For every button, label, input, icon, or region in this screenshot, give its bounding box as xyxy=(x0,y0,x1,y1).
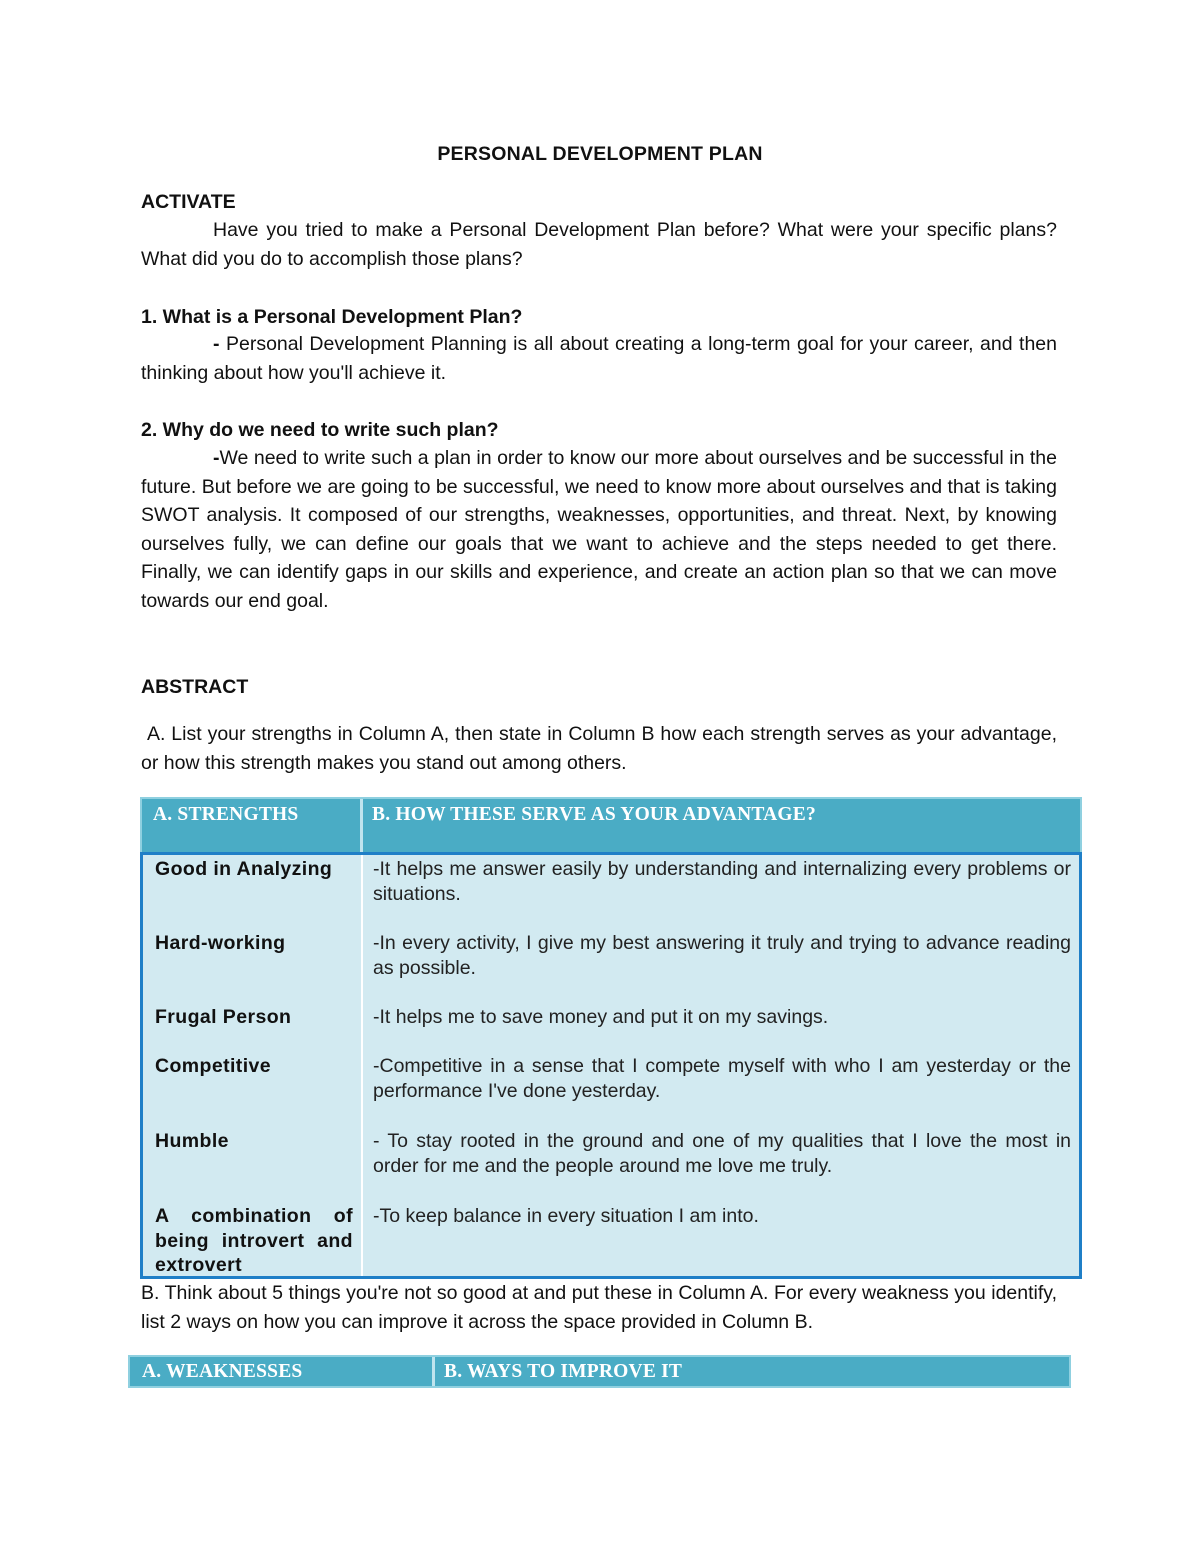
advantage-cell: -It helps me answer easily by understanding and internalizing every problems or situations. xyxy=(373,858,1071,905)
header-ways-to-improve: B. WAYS TO IMPROVE IT xyxy=(444,1361,683,1382)
question-2-heading: 2. Why do we need to write such plan? xyxy=(141,419,499,441)
strength-cell: Good in Analyzing xyxy=(155,858,333,880)
column-divider xyxy=(361,855,363,1276)
header-strengths: A. STRENGTHS xyxy=(153,804,299,825)
advantage-cell: -In every activity, I give my best answering it truly and trying to advance reading as possible. xyxy=(373,932,1071,979)
abstract-heading: ABSTRACT xyxy=(141,676,249,698)
strength-cell: Frugal Person xyxy=(155,1006,292,1028)
question-2-text: We need to write such a plan in order to know our more about ourselves and be successful in the future. But before we are going to be successful, we need to know more about ourselves and that is taking SWOT analysis. It composed of our strengths, weaknesses, opportunities, and threat. Next, by knowing ourselves fully, we can define our goals that we want to achieve and the steps needed to get there. Finally, we can identify gaps in our skills and experience, and create an action plan so that we can move towards our end goal. xyxy=(141,447,1057,612)
question-2-answer xyxy=(141,444,1057,616)
question-1-dash: - xyxy=(213,333,220,355)
page-title: PERSONAL DEVELOPMENT PLAN xyxy=(437,143,763,165)
column-divider xyxy=(432,1357,435,1386)
strength-cell: Hard-working xyxy=(155,932,286,954)
question-1-heading: 1. What is a Personal Development Plan? xyxy=(141,306,523,328)
question-1-text: Personal Development Planning is all about creating a long-term goal for your career, and then thinking about how you'll achieve it. xyxy=(141,333,1057,384)
advantage-cell: -It helps me to save money and put it on my savings. xyxy=(373,1006,829,1028)
activate-text: Have you tried to make a Personal Development Plan before? What were your specific plans? What did you do to accomplish those plans? xyxy=(141,219,1057,270)
activate-paragraph xyxy=(141,216,1057,273)
header-weaknesses: A. WEAKNESSES xyxy=(142,1361,303,1382)
advantage-cell: -To keep balance in every situation I am into. xyxy=(373,1205,759,1227)
strength-cell: Humble xyxy=(155,1130,229,1152)
strengths-table-body xyxy=(140,852,1082,1279)
question-1-answer xyxy=(141,330,1057,387)
strength-cell: A combination of being introvert and extrovert xyxy=(155,1205,353,1276)
advantage-cell: - To stay rooted in the ground and one of my qualities that I love the most in order for me and the people around me love me truly. xyxy=(373,1130,1071,1177)
strength-cell: Competitive xyxy=(155,1055,272,1077)
instruction-b: B. Think about 5 things you're not so good at and put these in Column A. For every weakness you identify, list 2 ways on how you can improve it across the space provided in Column B. xyxy=(141,1282,1057,1333)
strengths-table-header xyxy=(140,797,1082,854)
activate-heading: ACTIVATE xyxy=(141,191,236,213)
instruction-a: A. List your strengths in Column A, then state in Column B how each strength serves as your advantage, or how this strength makes you stand out among others. xyxy=(141,723,1063,774)
column-divider xyxy=(360,799,363,852)
advantage-cell: -Competitive in a sense that I compete myself with who I am yesterday or the performance I've done yesterday. xyxy=(373,1055,1071,1102)
header-advantage: B. HOW THESE SERVE AS YOUR ADVANTAGE? xyxy=(372,804,816,825)
strengths-table xyxy=(140,797,1082,1281)
weaknesses-table-header xyxy=(128,1355,1071,1388)
question-2-dash: - xyxy=(213,447,220,469)
